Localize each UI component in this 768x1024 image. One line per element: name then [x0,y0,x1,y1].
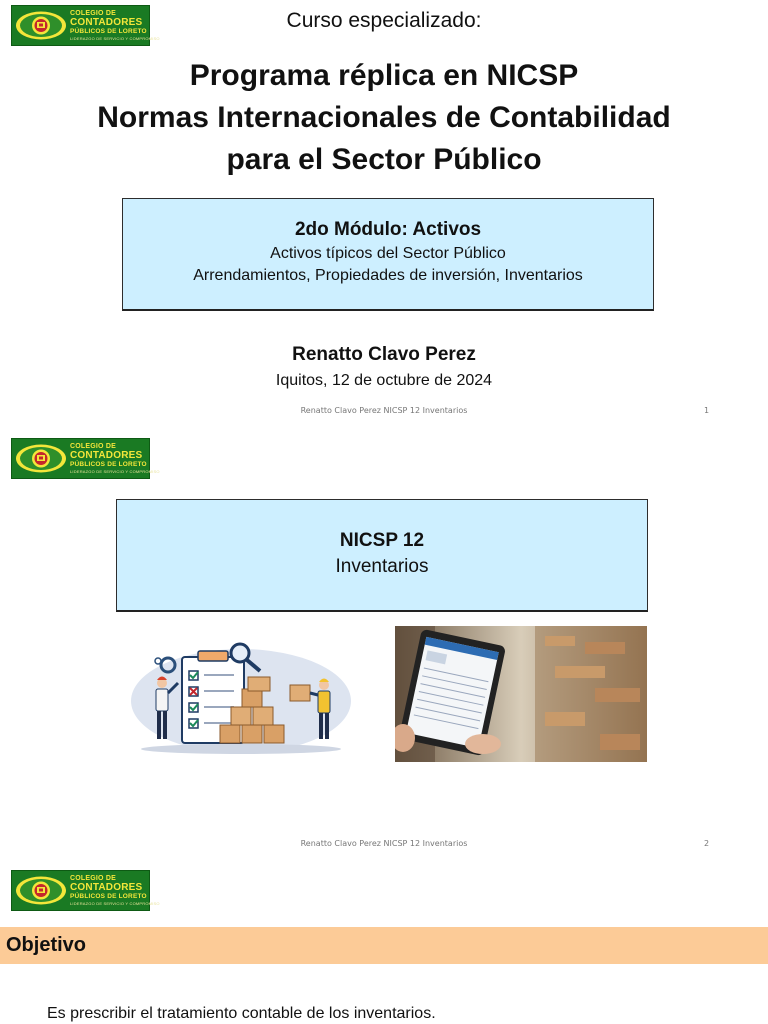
slide-3 [0,864,768,1024]
seal-icon [12,871,70,910]
page-number: 1 [704,406,710,415]
module-line-1: Activos típicos del Sector Público [270,245,506,262]
nicsp-box-title: NICSP 12 [339,530,425,551]
title-line-3: para el Sector Público [226,143,542,176]
slide-1 [0,0,768,430]
title-line-1: Programa réplica en NICSP [189,59,579,92]
slide-title [0,55,768,181]
logo-line-4: LIDERAZGO DE SERVICIO Y COMPROMISO [70,901,160,906]
logo-line-3: PÚBLICOS DE LORETO [70,461,147,468]
logo-line-1: COLEGIO DE [70,875,116,882]
logo-line-2: CONTADORES [70,17,143,28]
nicsp-box [116,499,648,612]
logo-line-3: PÚBLICOS DE LORETO [70,893,147,900]
slide-footer: Renatto Clavo Perez NICSP 12 Inventarios [300,406,468,415]
section-title: Objetivo [6,934,87,956]
nicsp-box-subtitle: Inventarios [335,556,429,577]
logo-line-1: COLEGIO DE [70,10,116,17]
title-line-2: Normas Internacionales de Contabilidad [97,101,671,134]
logo-line-4: LIDERAZGO DE SERVICIO Y COMPROMISO [70,36,160,41]
logo-line-1: COLEGIO DE [70,443,116,450]
author-name: Renatto Clavo Perez [292,344,476,365]
objective-text: Es prescribir el tratamiento contable de los inventarios. [47,1005,436,1022]
logo-line-2: CONTADORES [70,450,143,461]
colegio-logo [11,870,160,911]
slide-footer: Renatto Clavo Perez NICSP 12 Inventarios [300,839,468,848]
module-title: 2do Módulo: Activos [294,219,482,240]
course-label: Curso especializado: [286,9,482,32]
seal-icon [12,439,70,478]
section-band [0,927,768,964]
slide-2 [0,432,768,860]
logo-line-3: PÚBLICOS DE LORETO [70,28,147,35]
page-number: 2 [704,839,710,848]
logo-line-2: CONTADORES [70,882,143,893]
colegio-logo [11,438,160,479]
warehouse-tablet-photo [395,626,647,762]
module-line-2: Arrendamientos, Propiedades de inversión, Inventarios [193,267,583,284]
inventory-checklist-illustration [116,625,366,761]
module-box [122,198,654,311]
place-date: Iquitos, 12 de octubre de 2024 [275,372,493,389]
logo-line-4: LIDERAZGO DE SERVICIO Y COMPROMISO [70,469,160,474]
